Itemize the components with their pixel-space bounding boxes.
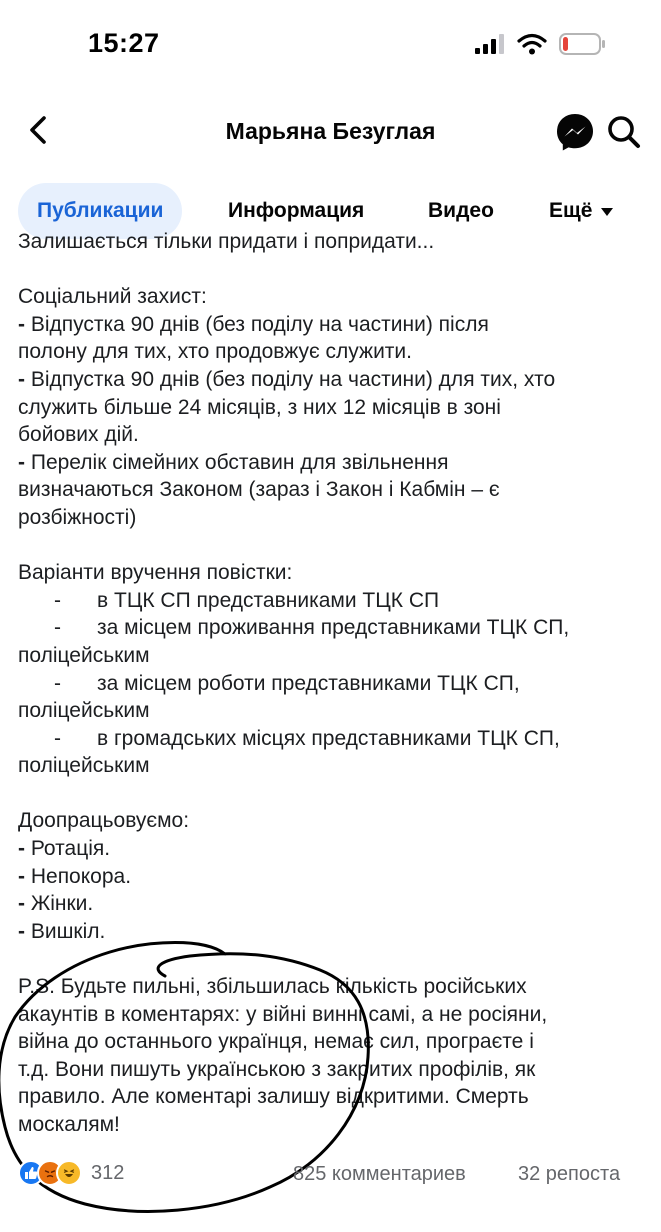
list-item: - за місцем проживання представниками ТЦК СП, [54,616,570,640]
list-item-cont: поліцейським [18,699,150,723]
list-item-cont: розбіжності) [18,505,137,529]
tab-more-label: Ещё [549,199,593,222]
list-item: - Жінки. [18,892,94,916]
summons-heading: Варіанти вручення повістки: [18,561,293,585]
list-item: - в громадських місцях представниками ТЦК СП, [54,726,560,750]
list-item: - Вишкіл. [18,919,106,943]
list-item: - Ротація. [18,837,111,861]
ps-line: москалям! [18,1113,120,1136]
battery-icon [559,33,605,60]
messenger-button[interactable] [555,112,595,152]
profile-header [0,92,661,172]
signal-icon [475,34,505,59]
list-item-cont: визначаються Законом (зараз і Закон і Кабмін – є [18,478,500,502]
list-item-cont: поліцейським [18,643,150,667]
search-button[interactable] [604,112,644,152]
list-item: - Перелік сімейних обставин для звільнення [18,450,449,474]
tab-publications[interactable]: Публикации [18,183,182,239]
list-item-cont: полону для тих, хто продовжує служити. [18,340,412,364]
list-item-cont: бойових дій. [18,423,139,447]
wifi-icon [517,33,547,60]
post-text [18,228,648,1139]
list-item-cont: поліцейським [18,754,150,778]
tab-information[interactable]: Информация [228,199,365,222]
haha-reaction-icon [56,1160,82,1186]
messenger-icon [555,139,595,156]
post-body [0,230,661,1152]
ps-line: т.д. Вони пишуть українською з закритих профілів, як [18,1057,536,1081]
reactions-summary[interactable] [18,1160,124,1186]
list-item: - за місцем роботи представниками ТЦК СП, [54,671,520,695]
cut-off-text-line: Залишається тільки придати і попридати... [18,230,435,253]
ps-line: правило. Але коментарі залишу відкритими. Смерть [18,1085,529,1109]
rework-heading: Доопрацьовуємо: [18,809,190,833]
list-item-cont: служить більше 24 місяців, з них 12 місяців в зоні [18,395,501,419]
status-bar [0,0,661,92]
status-icons [475,33,605,60]
shares-count-link[interactable]: 32 репоста [518,1163,621,1185]
reactions-count: 312 [91,1161,125,1184]
tab-video[interactable]: Видео [428,199,494,222]
ps-line: війна до останнього українця, немає сил, програєте і [18,1030,534,1054]
search-icon [604,139,644,156]
profile-name-title: Марьяна Безуглая [225,118,436,144]
ps-line: P.S. Будьте пильні, збільшилась кількість російських [18,975,527,999]
status-time: 15:27 [88,28,160,58]
list-item: - в ТЦК СП представниками ТЦК СП [54,588,440,612]
comments-count-link[interactable]: 825 комментариев [293,1163,466,1185]
list-item: - Непокора. [18,864,132,888]
social-heading: Соціальний захист: [18,285,207,309]
ps-line: акаунтів в коментарях: у війні винні самі, а не росіяни, [18,1002,548,1026]
list-item: - Відпустка 90 днів (без поділу на частини) після [18,312,489,336]
list-item: - Відпустка 90 днів (без поділу на частини) для тих, хто [18,367,556,391]
post-stats-bar [0,1152,661,1200]
